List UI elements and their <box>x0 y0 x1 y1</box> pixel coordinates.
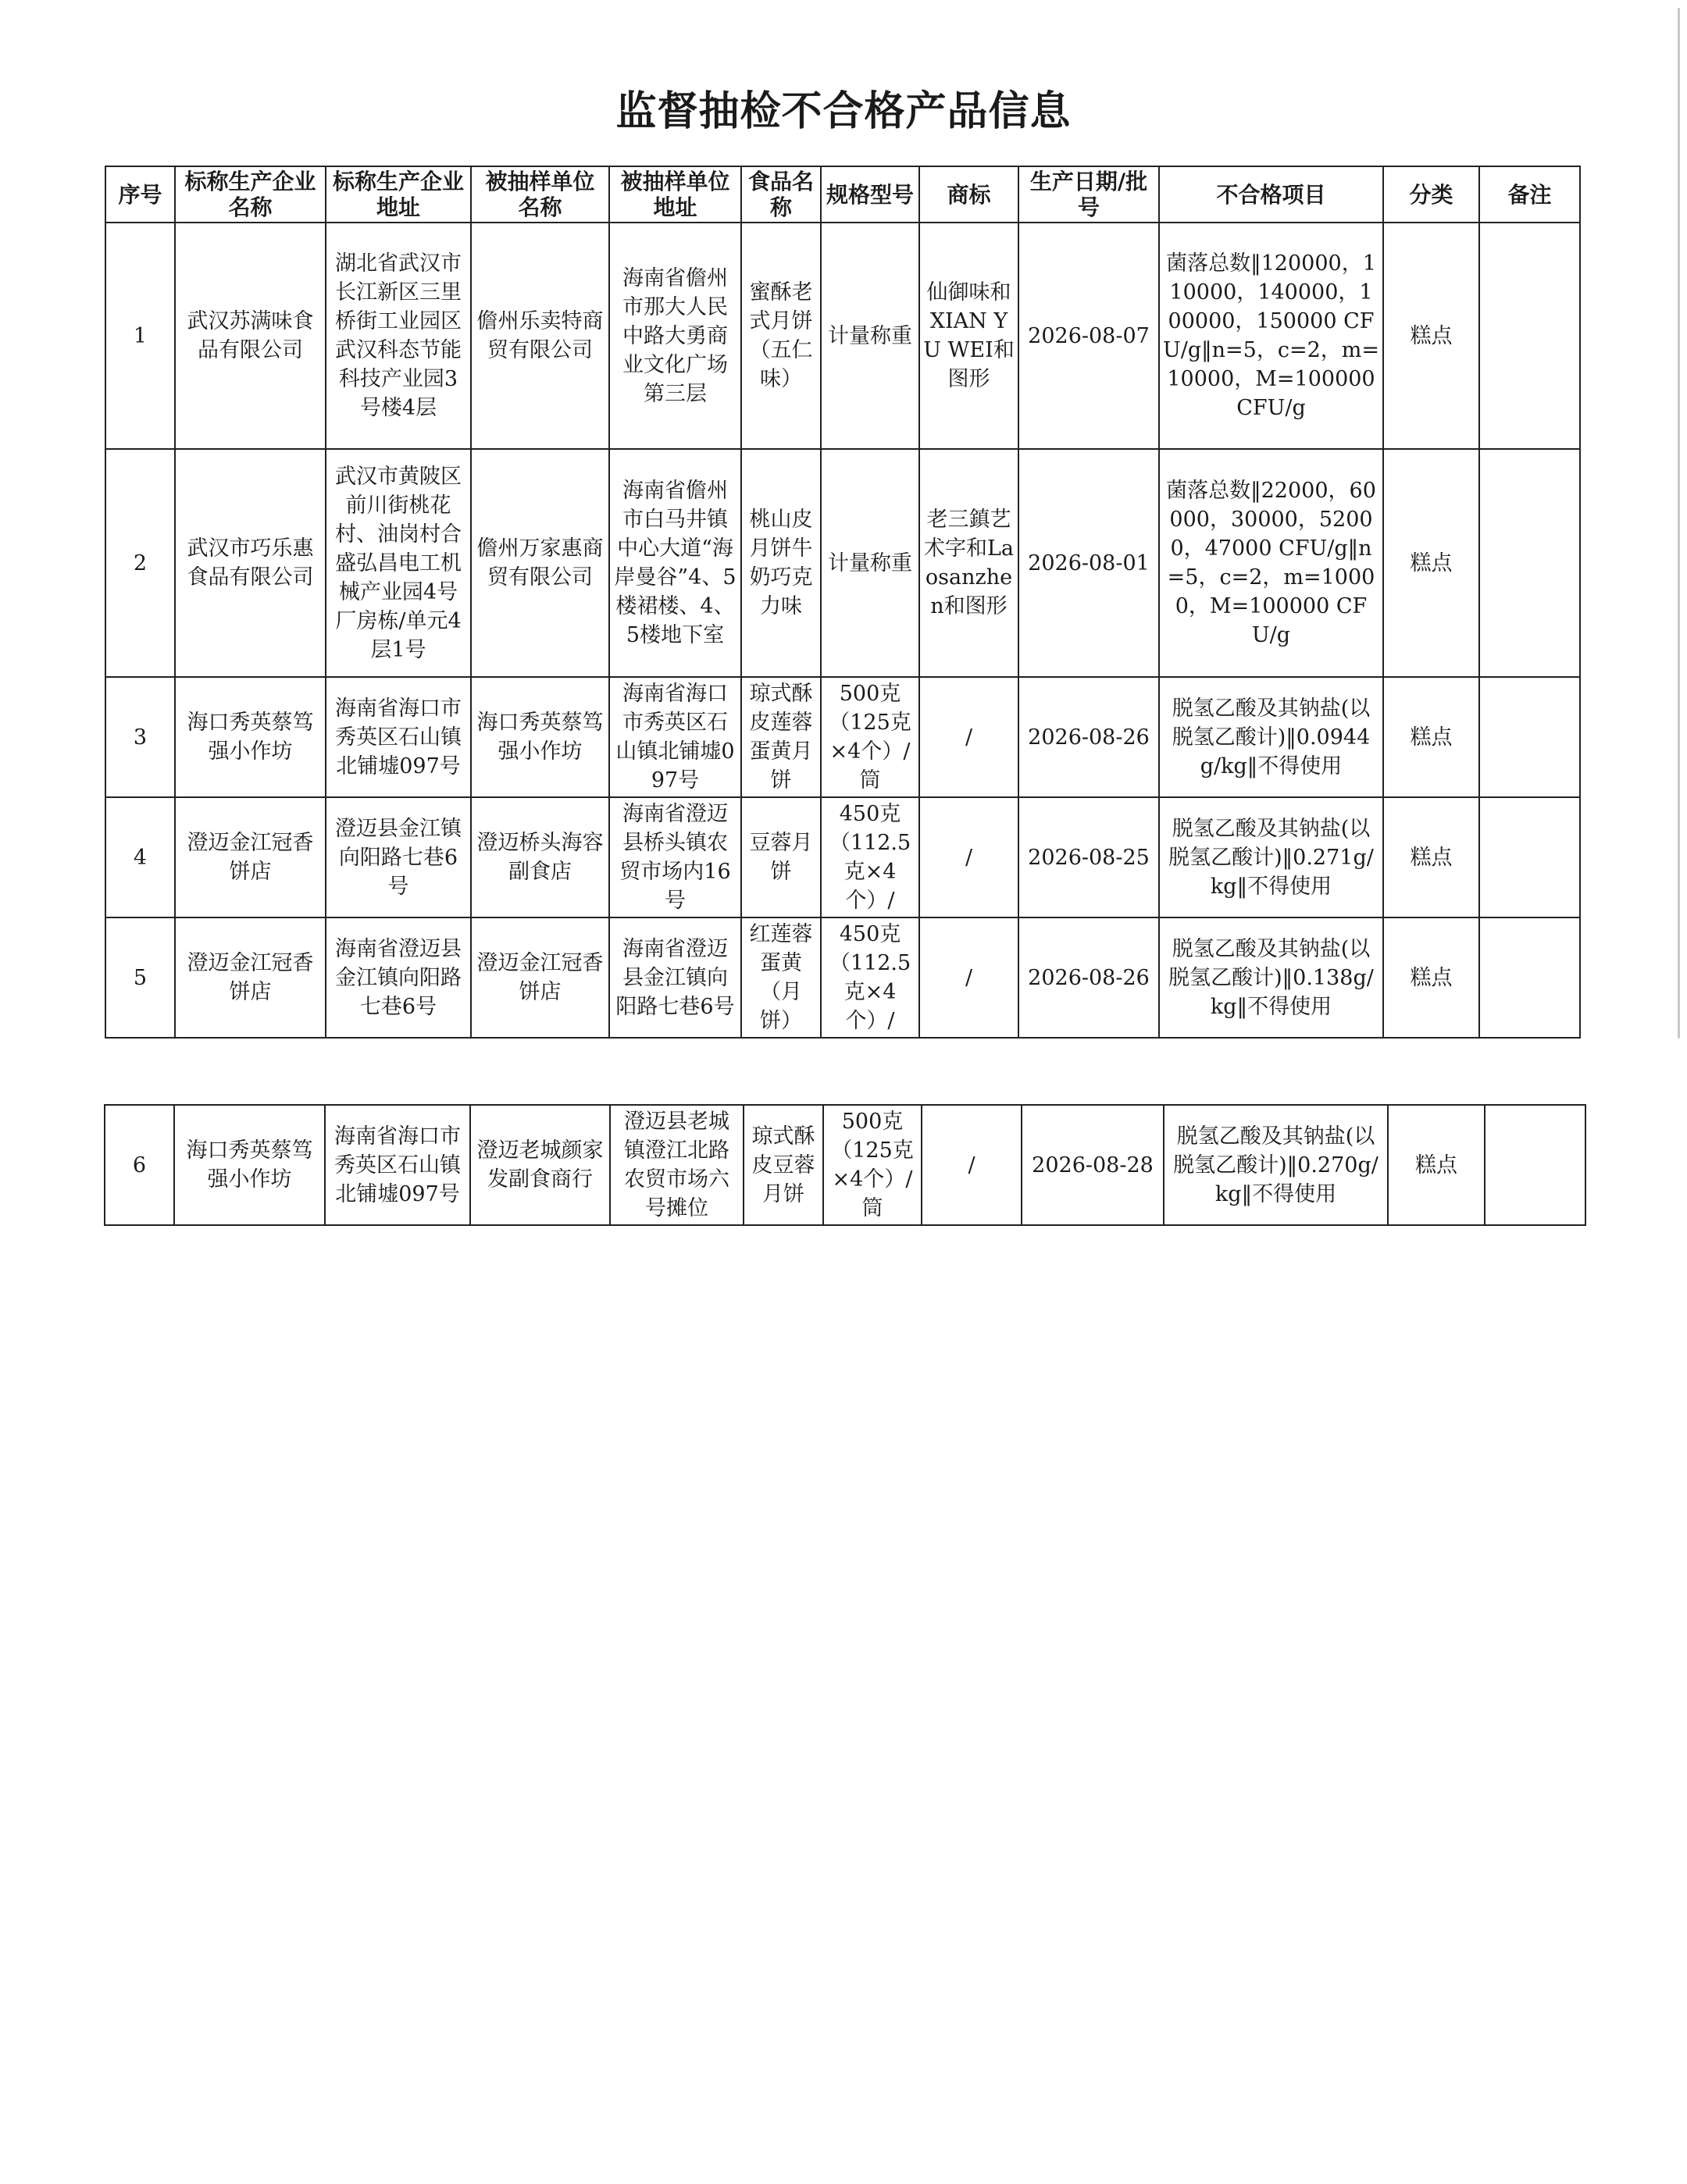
cell-spec: 500克（125克×4个）/筒 <box>821 677 919 797</box>
cell-production-date: 2026-08-25 <box>1018 797 1159 917</box>
cell-no: 2 <box>105 449 175 677</box>
cell-failed-item: 脱氢乙酸及其钠盐(以脱氢乙酸计)‖0.271g/kg‖不得使用 <box>1159 797 1383 917</box>
cell-food-name: 琼式酥皮莲蓉蛋黄月饼 <box>741 677 821 797</box>
cell-mfr-name: 海口秀英蔡笃强小作坊 <box>174 1105 325 1225</box>
cell-production-date: 2026-08-28 <box>1022 1105 1164 1225</box>
cell-sampled-name: 澄迈老城颜家发副食商行 <box>470 1105 610 1225</box>
cell-remark <box>1479 449 1580 677</box>
cell-food-name: 豆蓉月饼 <box>741 797 821 917</box>
table-row <box>105 797 1580 917</box>
cell-food-name: 桃山皮月饼牛奶巧克力味 <box>741 449 821 677</box>
cell-brand: / <box>919 677 1018 797</box>
cell-category: 糕点 <box>1383 797 1479 917</box>
cell-mfr-name: 澄迈金江冠香饼店 <box>175 917 326 1038</box>
cell-production-date: 2026-08-26 <box>1018 917 1159 1038</box>
cell-failed-item: 脱氢乙酸及其钠盐(以脱氢乙酸计)‖0.0944g/kg‖不得使用 <box>1159 677 1383 797</box>
cell-category: 糕点 <box>1383 917 1479 1038</box>
scrollbar[interactable] <box>1678 8 1680 1039</box>
cell-failed-item: 脱氢乙酸及其钠盐(以脱氢乙酸计)‖0.270g/kg‖不得使用 <box>1164 1105 1388 1225</box>
cell-mfr-addr: 澄迈县金江镇向阳路七巷6号 <box>326 797 471 917</box>
cell-brand: / <box>922 1105 1022 1225</box>
table-row <box>105 449 1580 677</box>
cell-mfr-addr: 海南省海口市秀英区石山镇北铺墟097号 <box>325 1105 470 1225</box>
table-row <box>105 223 1580 449</box>
cell-food-name: 蜜酥老式月饼（五仁味） <box>741 223 821 449</box>
table-body-continued <box>105 1105 1585 1225</box>
col-header-sampled-addr: 被抽样单位地址 <box>609 166 741 223</box>
cell-brand: / <box>919 917 1018 1038</box>
cell-sampled-addr: 海南省澄迈县金江镇向阳路七巷6号 <box>609 917 741 1038</box>
table-row <box>105 677 1580 797</box>
cell-remark <box>1479 677 1580 797</box>
cell-no: 5 <box>105 917 175 1038</box>
table-row <box>105 917 1580 1038</box>
cell-sampled-addr: 澄迈县老城镇澄江北路农贸市场六号摊位 <box>610 1105 744 1225</box>
col-header-item: 不合格项目 <box>1159 166 1383 223</box>
cell-mfr-addr: 武汉市黄陂区前川街桃花村、油岗村合盛弘昌电工机械产业园4号厂房栋/单元4层1号 <box>326 449 471 677</box>
col-header-category: 分类 <box>1383 166 1479 223</box>
cell-sampled-name: 儋州万家惠商贸有限公司 <box>471 449 609 677</box>
inspection-table <box>105 166 1581 1039</box>
cell-spec: 450克（112.5克×4个）/ <box>821 917 919 1038</box>
col-header-mfr-name: 标称生产企业名称 <box>175 166 326 223</box>
cell-sampled-name: 儋州乐卖特商贸有限公司 <box>471 223 609 449</box>
col-header-no: 序号 <box>105 166 175 223</box>
table-row <box>105 1105 1585 1225</box>
cell-category: 糕点 <box>1388 1105 1485 1225</box>
cell-failed-item: 菌落总数‖120000，110000，140000，100000，150000 CFU/g‖n=5，c=2，m=10000，M=100000 CFU/g <box>1159 223 1383 449</box>
cell-spec: 450克（112.5克×4个）/ <box>821 797 919 917</box>
col-header-brand: 商标 <box>919 166 1018 223</box>
col-header-sampled-name: 被抽样单位名称 <box>471 166 609 223</box>
cell-category: 糕点 <box>1383 449 1479 677</box>
cell-spec: 计量称重 <box>821 223 919 449</box>
cell-sampled-addr: 海南省澄迈县桥头镇农贸市场内16号 <box>609 797 741 917</box>
col-header-food: 食品名称 <box>741 166 821 223</box>
cell-mfr-name: 武汉市巧乐惠食品有限公司 <box>175 449 326 677</box>
col-header-spec: 规格型号 <box>821 166 919 223</box>
cell-production-date: 2026-08-01 <box>1018 449 1159 677</box>
cell-brand: 老三鎮艺术字和Laosanzhen和图形 <box>919 449 1018 677</box>
col-header-mfr-addr: 标称生产企业地址 <box>326 166 471 223</box>
col-header-date: 生产日期/批号 <box>1018 166 1159 223</box>
cell-mfr-name: 澄迈金江冠香饼店 <box>175 797 326 917</box>
cell-sampled-addr: 海南省儋州市那大人民中路大勇商业文化广场第三层 <box>609 223 741 449</box>
cell-no: 3 <box>105 677 175 797</box>
cell-brand: / <box>919 797 1018 917</box>
cell-sampled-name: 海口秀英蔡笃强小作坊 <box>471 677 609 797</box>
page-title: 监督抽检不合格产品信息 <box>615 87 1072 135</box>
cell-no: 1 <box>105 223 175 449</box>
cell-remark <box>1485 1105 1585 1225</box>
cell-remark <box>1479 917 1580 1038</box>
cell-sampled-name: 澄迈金江冠香饼店 <box>471 917 609 1038</box>
cell-mfr-name: 海口秀英蔡笃强小作坊 <box>175 677 326 797</box>
cell-failed-item: 脱氢乙酸及其钠盐(以脱氢乙酸计)‖0.138g/kg‖不得使用 <box>1159 917 1383 1038</box>
cell-spec: 500克（125克×4个）/筒 <box>823 1105 922 1225</box>
cell-sampled-addr: 海南省海口市秀英区石山镇北铺墟097号 <box>609 677 741 797</box>
cell-no: 4 <box>105 797 175 917</box>
cell-food-name: 琼式酥皮豆蓉月饼 <box>744 1105 823 1225</box>
cell-mfr-addr: 海南省澄迈县金江镇向阳路七巷6号 <box>326 917 471 1038</box>
cell-sampled-name: 澄迈桥头海容副食店 <box>471 797 609 917</box>
cell-remark <box>1479 223 1580 449</box>
cell-no: 6 <box>105 1105 174 1225</box>
cell-production-date: 2026-08-26 <box>1018 677 1159 797</box>
cell-brand: 仙御味和XIAN YU WEI和图形 <box>919 223 1018 449</box>
table-body <box>105 223 1580 1038</box>
cell-food-name: 红莲蓉蛋黄（月饼） <box>741 917 821 1038</box>
cell-mfr-addr: 海南省海口市秀英区石山镇北铺墟097号 <box>326 677 471 797</box>
cell-mfr-addr: 湖北省武汉市长江新区三里桥街工业园区武汉科态节能科技产业园3号楼4层 <box>326 223 471 449</box>
cell-spec: 计量称重 <box>821 449 919 677</box>
inspection-table-continued <box>104 1104 1586 1226</box>
cell-production-date: 2026-08-07 <box>1018 223 1159 449</box>
col-header-remark: 备注 <box>1479 166 1580 223</box>
cell-sampled-addr: 海南省儋州市白马井镇中心大道“海岸曼谷”4、5楼裙楼、4、5楼地下室 <box>609 449 741 677</box>
cell-failed-item: 菌落总数‖22000，60000，30000，52000，47000 CFU/g‖n=5，c=2，m=10000，M=100000 CFU/g <box>1159 449 1383 677</box>
cell-category: 糕点 <box>1383 677 1479 797</box>
cell-remark <box>1479 797 1580 917</box>
cell-category: 糕点 <box>1383 223 1479 449</box>
cell-mfr-name: 武汉苏满味食品有限公司 <box>175 223 326 449</box>
table-header-row <box>105 166 1580 223</box>
